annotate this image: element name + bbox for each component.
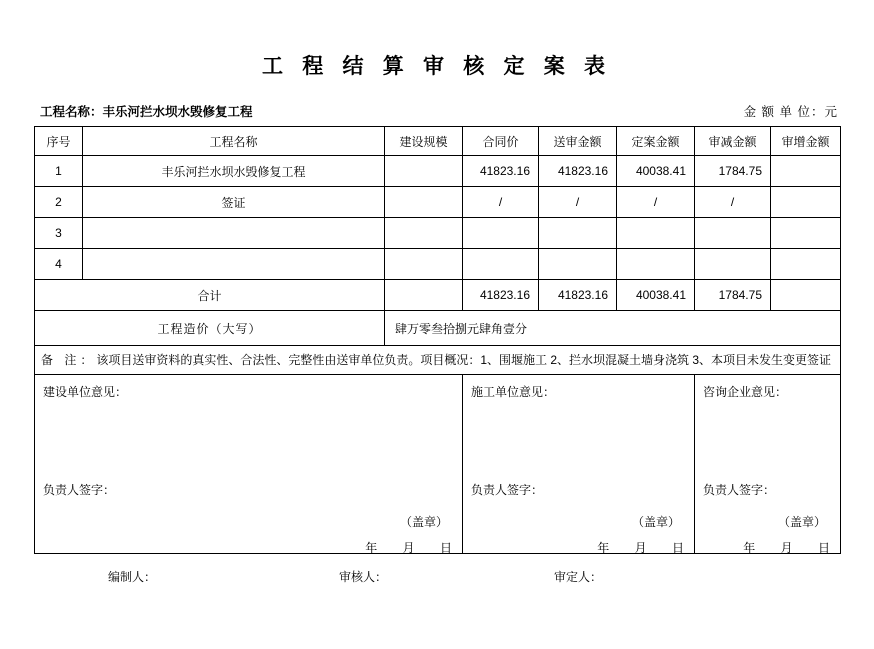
opinion-construction-unit (35, 375, 463, 554)
cell-settled: / (617, 187, 695, 218)
cell-increased (771, 187, 841, 218)
cell-submitted (539, 249, 617, 280)
table-header-row (35, 127, 841, 156)
opinion-title: 施工单位意见： (471, 385, 556, 399)
project-label: 工程名称： (40, 105, 103, 119)
cell-contract: 41823.16 (463, 156, 539, 187)
footer-preparer: 编制人： (108, 570, 157, 584)
cell-increased (771, 249, 841, 280)
date-month: 月 (780, 541, 793, 555)
header-name: 工程名称 (83, 127, 385, 156)
table-total-row (35, 280, 841, 311)
cell-no: 3 (35, 218, 83, 249)
page-title: 工 程 结 算 审 核 定 案 表 (262, 54, 612, 78)
footer-approver: 审定人： (554, 570, 603, 584)
remark-row (35, 346, 841, 375)
cell-scale (385, 218, 463, 249)
cell-contract (463, 249, 539, 280)
opinion-signature-label: 负责人签字： (703, 483, 776, 497)
opinion-seal-label: （盖章） (631, 515, 680, 529)
remark-label: 备 注： (41, 352, 97, 367)
price-in-words-row (35, 311, 841, 346)
cell-scale (385, 156, 463, 187)
total-increased (771, 280, 841, 311)
cell-scale (385, 187, 463, 218)
total-submitted: 41823.16 (539, 280, 617, 311)
opinion-signature-label: 负责人签字： (471, 483, 544, 497)
cell-reduced (695, 218, 771, 249)
cell-reduced: / (695, 187, 771, 218)
cell-name (83, 218, 385, 249)
document-page (0, 50, 874, 649)
date-day: 日 (671, 541, 684, 555)
footer-signatures (34, 568, 840, 588)
table-row (35, 249, 841, 280)
opinions-row (35, 375, 841, 554)
cell-name: 丰乐河拦水坝水毁修复工程 (83, 156, 385, 187)
amount-unit: 金 额 单 位：元 (743, 105, 838, 119)
total-label: 合计 (35, 280, 385, 311)
cell-reduced: 1784.75 (695, 156, 771, 187)
opinion-date-line (343, 539, 452, 556)
cell-contract (463, 218, 539, 249)
project-name-line (40, 102, 253, 120)
date-month: 月 (634, 541, 647, 555)
price-in-words-value: 肆万零叁拾捌元肆角壹分 (385, 311, 841, 346)
header-scale: 建设规模 (385, 127, 463, 156)
opinion-date-line (721, 539, 830, 556)
opinion-title: 建设单位意见： (43, 385, 128, 399)
cell-name (83, 249, 385, 280)
header-contract: 合同价 (463, 127, 539, 156)
header-no: 序号 (35, 127, 83, 156)
cell-submitted: / (539, 187, 617, 218)
cell-no: 1 (35, 156, 83, 187)
price-in-words-label: 工程造价（大写） (35, 311, 385, 346)
remark-cell (35, 346, 841, 375)
opinion-title: 咨询企业意见： (703, 385, 788, 399)
opinion-seal-label: （盖章） (399, 515, 448, 529)
date-day: 日 (439, 541, 452, 555)
date-day: 日 (817, 541, 830, 555)
table-row (35, 156, 841, 187)
cell-submitted: 41823.16 (539, 156, 617, 187)
date-year: 年 (743, 541, 756, 555)
cell-increased (771, 156, 841, 187)
cell-no: 2 (35, 187, 83, 218)
opinion-consulting-firm (695, 375, 841, 554)
table-row (35, 218, 841, 249)
subheader (34, 102, 840, 120)
table-row (35, 187, 841, 218)
date-year: 年 (365, 541, 378, 555)
cell-settled (617, 249, 695, 280)
date-year: 年 (597, 541, 610, 555)
cell-settled (617, 218, 695, 249)
total-contract: 41823.16 (463, 280, 539, 311)
cell-contract: / (463, 187, 539, 218)
opinion-seal-label: （盖章） (777, 515, 826, 529)
header-reduced: 审减金额 (695, 127, 771, 156)
header-settled: 定案金额 (617, 127, 695, 156)
cell-reduced (695, 249, 771, 280)
cell-increased (771, 218, 841, 249)
header-increased: 审增金额 (771, 127, 841, 156)
opinion-date-line (575, 539, 684, 556)
cell-settled: 40038.41 (617, 156, 695, 187)
total-reduced: 1784.75 (695, 280, 771, 311)
cell-no: 4 (35, 249, 83, 280)
project-name: 丰乐河拦水坝水毁修复工程 (102, 105, 253, 119)
header-submitted: 送审金额 (539, 127, 617, 156)
settlement-table (34, 126, 841, 554)
opinion-contractor-unit (463, 375, 695, 554)
opinion-signature-label: 负责人签字： (43, 483, 116, 497)
footer-reviewer: 审核人： (339, 570, 388, 584)
cell-submitted (539, 218, 617, 249)
total-scale (385, 280, 463, 311)
total-settled: 40038.41 (617, 280, 695, 311)
date-month: 月 (402, 541, 415, 555)
cell-scale (385, 249, 463, 280)
cell-name: 签证 (83, 187, 385, 218)
remark-text: 该项目送审资料的真实性、合法性、完整性由送审单位负责。项目概况：1、围堰施工 2、拦水坝混凝土墙身浇筑 3、本项目未发生变更签证 (96, 352, 832, 367)
